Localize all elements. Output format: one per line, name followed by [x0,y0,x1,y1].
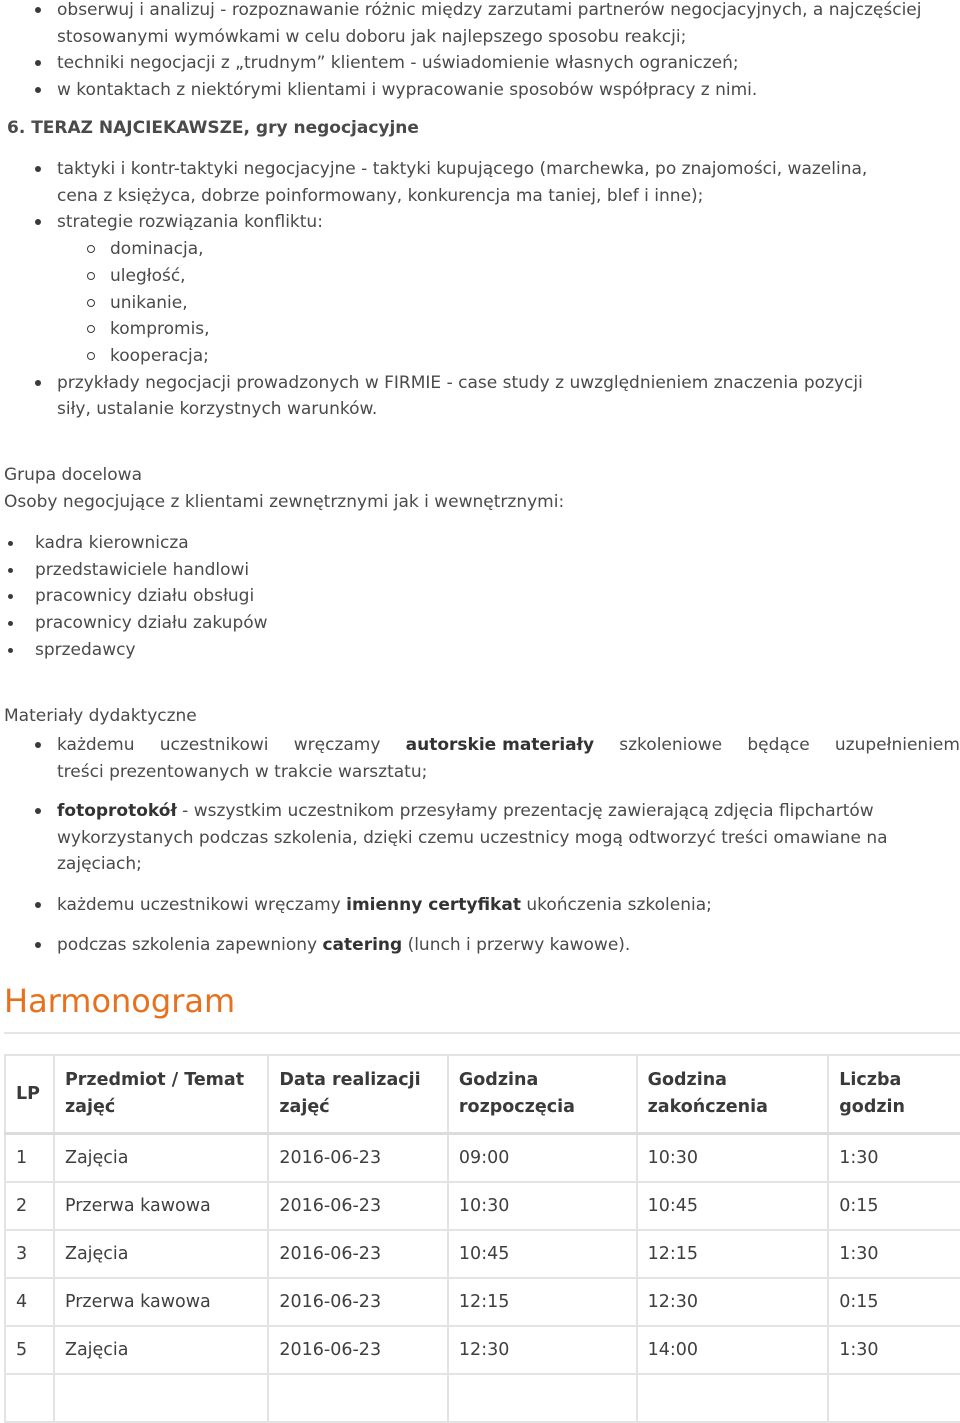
cell: 10:45 [637,1182,829,1230]
cell [637,1374,829,1422]
cell [448,1374,637,1422]
cell: 2016-06-23 [268,1278,448,1326]
cell: 12:30 [637,1278,829,1326]
line: zajęciach; [57,854,142,875]
list-item: sprzedawcy [0,637,940,664]
materials-list [0,892,960,919]
cell [5,1374,54,1422]
line: cena z księżyca, dobrze poinformowany, konkurencja ma taniej, blef i inne); [57,185,704,206]
cell: Zajęcia [54,1326,268,1374]
table-row [5,1326,960,1374]
table-row [5,1182,960,1230]
list-item: w kontaktach z niektórymi klientami i wypracowanie sposobów współpracy z nimi. [0,77,940,104]
line: treści prezentowanych w trakcie warsztatu; [57,761,428,782]
materials-label: Materiały dydaktyczne [4,706,197,726]
text: (lunch i przerwy kawowe). [402,935,631,955]
cell: 1 [5,1134,54,1183]
target-group-label: Grupa docelowa [4,465,142,485]
col-header: Data realizacji zajęć [268,1055,448,1134]
cell [54,1374,268,1422]
cell [268,1374,448,1422]
line [57,732,960,759]
sub-list-item: kooperacja; [0,343,960,370]
table-row [5,1230,960,1278]
cell: Zajęcia [54,1134,268,1183]
cell: 0:15 [828,1182,960,1230]
line: siły, ustalanie korzystnych warunków. [57,399,378,420]
list-item: przedstawiciele handlowi [0,557,940,584]
target-group-list [0,530,940,664]
word: każdemu [57,735,135,755]
word: szkoleniowe [619,735,723,755]
target-group-desc: Osoby negocjujące z klientami zewnętrznymi jak i wewnętrznymi: [4,492,565,512]
cell: 10:30 [637,1134,829,1183]
materials-list [0,798,960,878]
list-item [0,892,960,919]
cell: 1:30 [828,1326,960,1374]
list-item: pracownicy działu obsługi [0,583,940,610]
word: uzupełnieniem [834,735,960,755]
table-row [5,1278,960,1326]
cell: 1:30 [828,1230,960,1278]
sub-list-item: kompromis, [0,316,960,343]
sub-list-item: dominacja, [0,236,960,263]
list-item [0,932,960,959]
line: przykłady negocjacji prowadzonych w FIRMIE - case study z uwzględnieniem znaczenia pozycji [57,372,863,393]
bold-text: catering [322,935,403,955]
word: będące [747,735,810,755]
col-header: Godzina rozpoczęcia [448,1055,637,1134]
cell: 5 [5,1326,54,1374]
bold-text: imienny certyfikat [346,895,521,915]
bold-text: fotoprotokół [57,801,177,821]
word: uczestnikowi [159,735,269,755]
list-item: obserwuj i analizuj - rozpoznawanie różnic między zarzutami partnerów negocjacyjnych, a najczęściej stosowanymi wymówkami w celu doboru jak najlepszego sposobu reakcji; [0,0,940,50]
cell: 2016-06-23 [268,1326,448,1374]
list-item: techniki negocjacji z „trudnym” klientem - uświadomienie własnych ograniczeń; [0,50,940,77]
cell: 1:30 [828,1134,960,1183]
list-item [0,798,960,878]
cell: 2016-06-23 [268,1230,448,1278]
schedule-table [4,1054,960,1423]
section-6-heading: 6. TERAZ NAJCIEKAWSZE, gry negocjacyjne [7,118,419,138]
col-header: Liczba godzin [828,1055,960,1134]
cell [828,1374,960,1422]
intro-list [0,0,940,104]
cell: 09:00 [448,1134,637,1183]
word: wręczamy [293,735,381,755]
cell: 4 [5,1278,54,1326]
cell: 10:30 [448,1182,637,1230]
cell: 2016-06-23 [268,1134,448,1183]
cell: Przerwa kawowa [54,1182,268,1230]
list-item: kadra kierownicza [0,530,940,557]
table-row [5,1374,960,1422]
text: każdemu uczestnikowi wręczamy [57,895,347,915]
cell: Przerwa kawowa [54,1278,268,1326]
schedule-title: Harmonogram [4,982,236,1020]
cell: 0:15 [828,1278,960,1326]
cell: 12:30 [448,1326,637,1374]
col-header: Przedmiot / Temat zajęć [54,1055,268,1134]
cell: 3 [5,1230,54,1278]
bold-text: autorskie materiały [405,735,595,755]
text: ukończenia szkolenia; [520,895,712,915]
cell: 12:15 [637,1230,829,1278]
text: podczas szkolenia zapewniony [57,935,323,955]
sub-list-item: uległość, [0,263,960,290]
table-header-row [5,1055,960,1134]
list-item [0,156,960,209]
cell: 14:00 [637,1326,829,1374]
line: taktyki i kontr-taktyki negocjacyjne - taktyki kupującego (marchewka, po znajomości, wazelina, [57,159,868,179]
col-header: LP [5,1055,54,1134]
list-item: strategie rozwiązania konfliktu: [0,209,960,236]
line: wykorzystanych podczas szkolenia, dzięki czemu uczestnicy mogą odtworzyć treści omawiane na [57,827,888,848]
cell: 10:45 [448,1230,637,1278]
cell: 12:15 [448,1278,637,1326]
divider [4,1032,960,1034]
cell: Zajęcia [54,1230,268,1278]
text: - wszystkim uczestnikom przesyłamy prezentację zawierającą zdjęcia flipchartów [182,801,874,821]
section-6-list [0,156,960,423]
sub-list-item: unikanie, [0,290,960,317]
col-header: Godzina zakończenia [637,1055,829,1134]
cell: 2016-06-23 [268,1182,448,1230]
cell: 2 [5,1182,54,1230]
list-item [0,370,960,423]
list-item: pracownicy działu zakupów [0,610,940,637]
materials-list [0,932,960,959]
list-item [0,732,960,785]
materials-list [0,732,960,785]
line [57,798,960,825]
table-row [5,1134,960,1183]
